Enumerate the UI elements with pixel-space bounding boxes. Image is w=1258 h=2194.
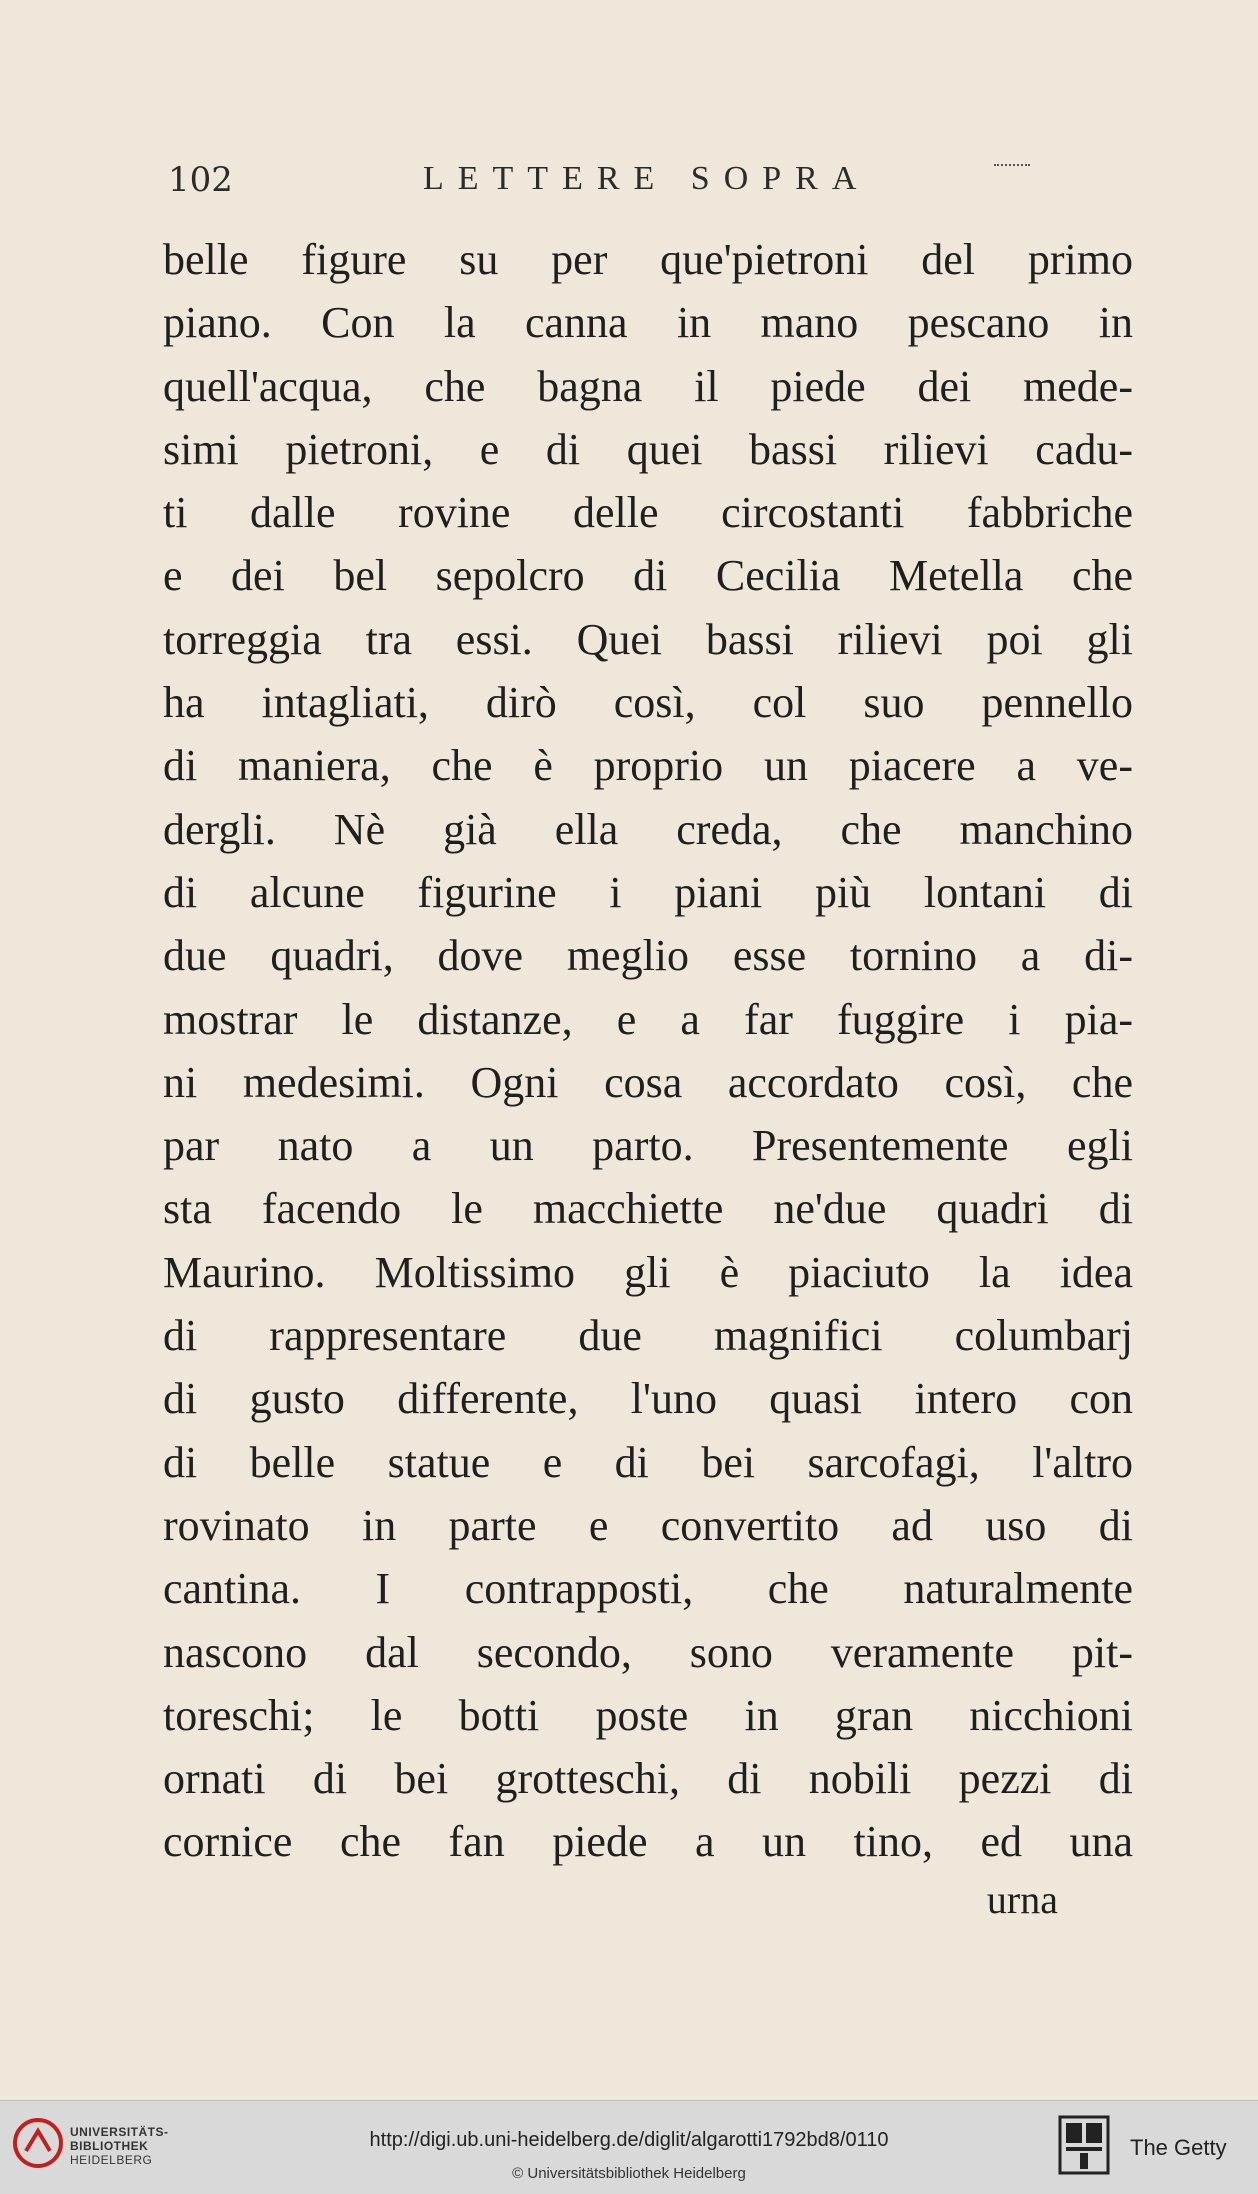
text-line: ti dalle rovine delle circostanti fabbriche xyxy=(163,488,1133,538)
text-line: cantina. I contrapposti, che naturalmente xyxy=(163,1564,1133,1614)
text-line: belle figure su per que'pietroni del primo xyxy=(163,235,1133,284)
text-line: simi pietroni, e di quei bassi rilievi cadu- xyxy=(163,424,1133,474)
text-line: ornati di bei grotteschi, di nobili pezzi di xyxy=(163,1754,1133,1804)
text-line: e dei bel sepolcro di Cecilia Metella che xyxy=(163,551,1133,601)
text-line: cornice che fan piede a un tino, ed una xyxy=(163,1817,1133,1867)
text-line: di rappresentare due magnifici columbarj xyxy=(163,1311,1133,1361)
text-line: due quadri, dove meglio esse tornino a di- xyxy=(163,931,1133,981)
page-header xyxy=(168,160,1068,210)
text-line: quell'acqua, che bagna il piede dei mede- xyxy=(163,361,1133,411)
body-text xyxy=(163,228,1133,1874)
text-line: sta facendo le macchiette ne'due quadri di xyxy=(163,1184,1133,1234)
running-title: LETTERE SOPRA xyxy=(423,160,871,197)
text-line: dergli. Nè già ella creda, che manchino xyxy=(163,804,1133,854)
text-line: di gusto differente, l'uno quasi intero con xyxy=(163,1374,1133,1424)
permalink-url[interactable]: http://digi.ub.uni-heidelberg.de/diglit/algarotti1792bd8/0110 xyxy=(369,2129,889,2151)
text-line: di maniera, che è proprio un piacere a ve- xyxy=(163,741,1133,791)
catchword: urna xyxy=(986,1877,1058,1922)
sponsor-name: The Getty xyxy=(1130,2135,1227,2160)
page-number: 102 xyxy=(168,160,233,200)
text-line: mostrar le distanze, e a far fuggire i pia- xyxy=(163,994,1133,1044)
text-line: toreschi; le botti poste in gran nicchioni xyxy=(163,1690,1133,1740)
text-line: torreggia tra essi. Quei bassi rilievi poi gli xyxy=(163,614,1133,664)
getty-logo-icon xyxy=(1058,2115,1110,2175)
text-line: di alcune figurine i piani più lontani di xyxy=(163,867,1133,917)
header-rule xyxy=(994,164,1030,166)
copyright-notice: © Universitätsbibliothek Heidelberg xyxy=(512,2165,746,2182)
text-line: piano. Con la canna in mano pescano in xyxy=(163,298,1133,348)
text-line: ni medesimi. Ogni cosa accordato così, che xyxy=(163,1057,1133,1107)
library-name: UNIVERSITÄTS- BIBLIOTHEK HEIDELBERG xyxy=(70,2125,169,2167)
text-line: Maurino. Moltissimo gli è piaciuto la idea xyxy=(163,1247,1133,1297)
text-line: rovinato in parte e convertito ad uso di xyxy=(163,1500,1133,1550)
text-line: di belle statue e di bei sarcofagi, l'altro xyxy=(163,1437,1133,1487)
text-line: ha intagliati, dirò così, col suo pennello xyxy=(163,678,1133,728)
viewer-footer xyxy=(0,2100,1258,2194)
text-line: par nato a un parto. Presentemente egli xyxy=(163,1121,1133,1171)
text-line: nascono dal secondo, sono veramente pit- xyxy=(163,1627,1133,1677)
